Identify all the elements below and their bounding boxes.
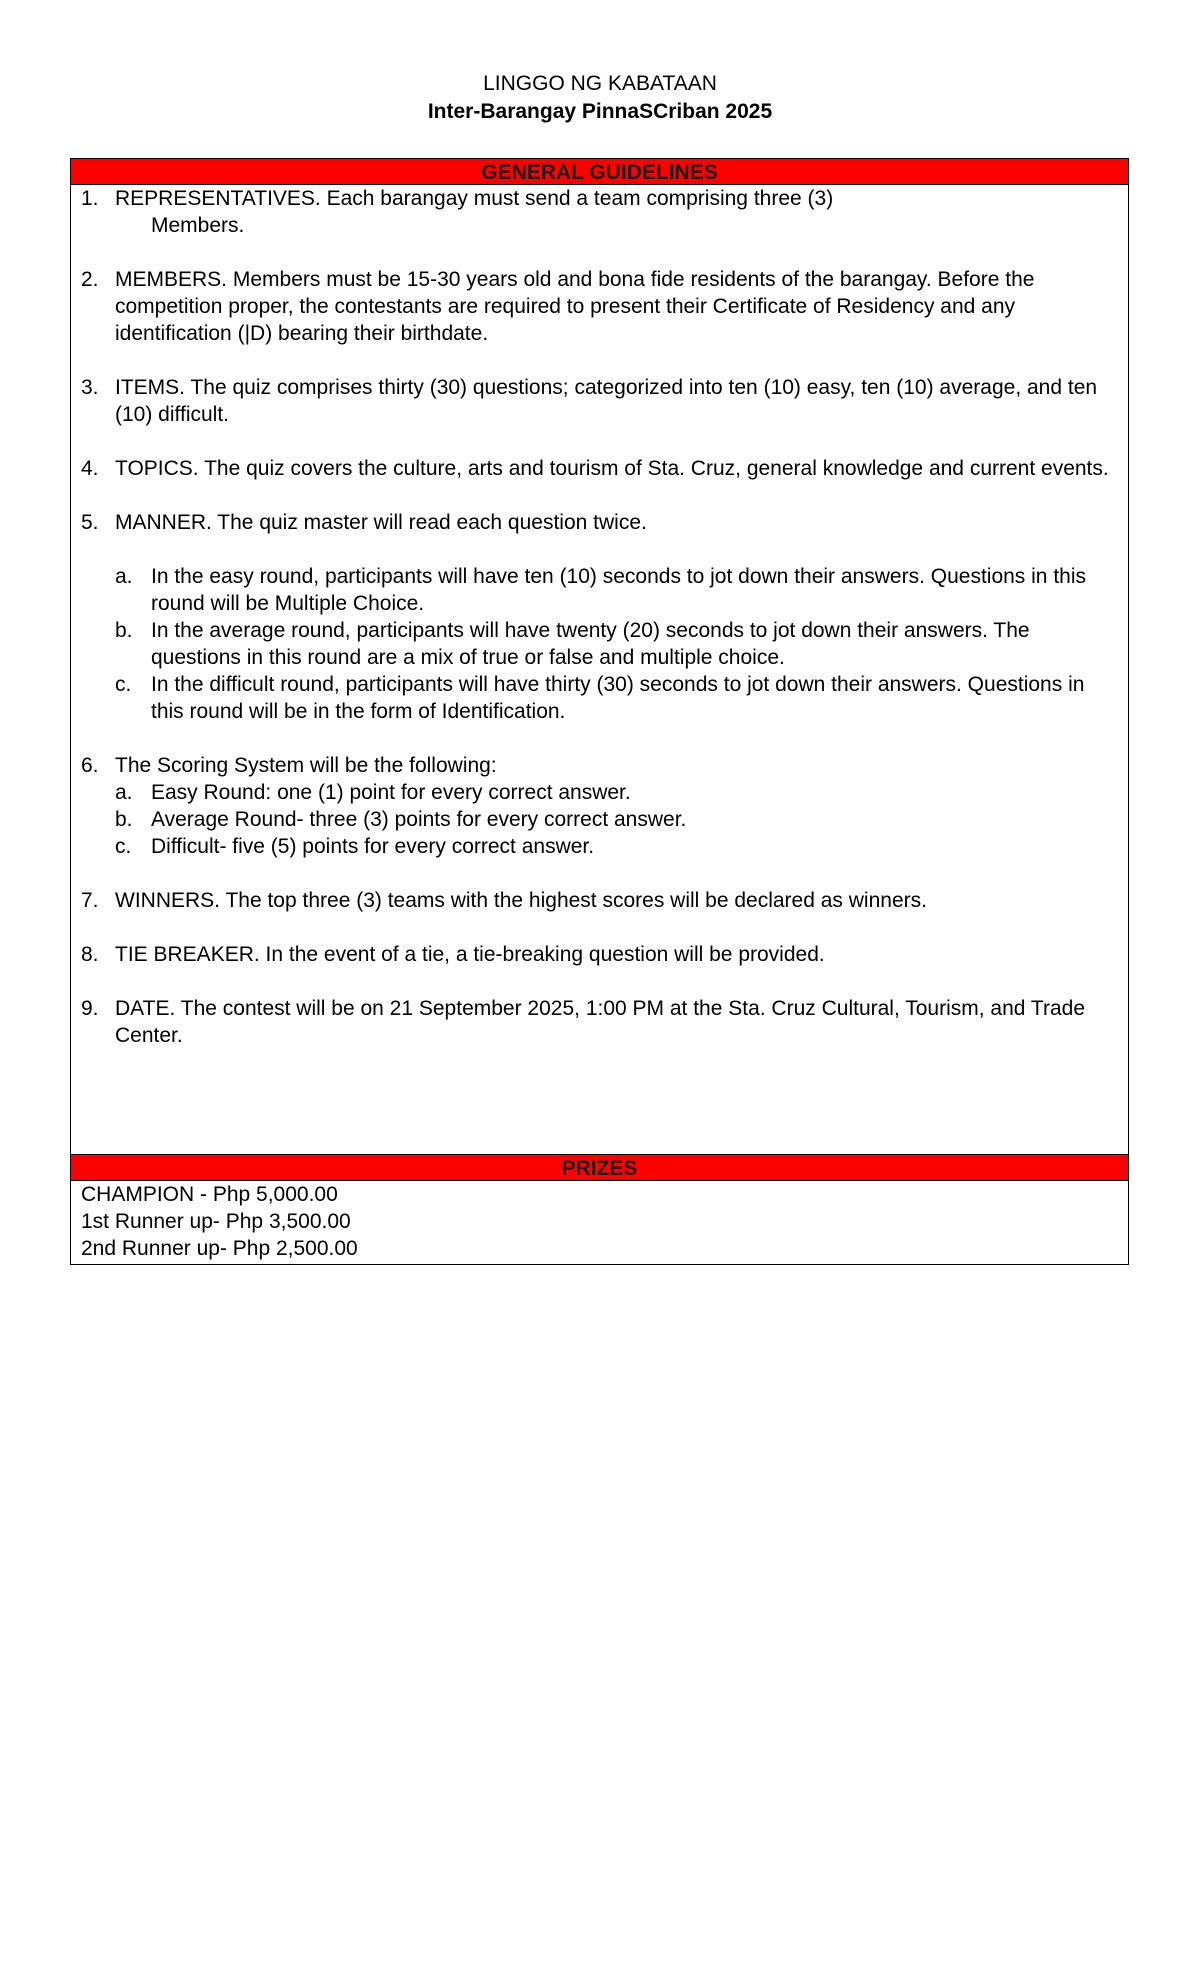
- prize-item: 1st Runner up- Php 3,500.00: [81, 1210, 351, 1233]
- guideline-item: [81, 995, 1120, 1049]
- guideline-item: [81, 185, 1120, 239]
- guideline-item: [81, 455, 1120, 482]
- sub-letter: a.: [115, 565, 133, 588]
- sub-letter: b.: [115, 808, 133, 831]
- prizes-list: [71, 1181, 1128, 1264]
- sub-letter: a.: [115, 781, 133, 804]
- item-number: 9.: [81, 997, 99, 1020]
- item-text: WINNERS. The top three (3) teams with the highest scores will be declared as winners.: [115, 889, 927, 912]
- guideline-item: [81, 752, 1120, 860]
- sub-item: [115, 563, 1120, 617]
- sub-text: Easy Round: one (1) point for every correct answer.: [151, 781, 631, 804]
- item-text: MANNER. The quiz master will read each question twice.: [115, 511, 647, 534]
- prizes-heading: PRIZES: [71, 1155, 1128, 1181]
- item-text: The Scoring System will be the following:: [115, 754, 497, 777]
- sub-text: In the easy round, participants will have ten (10) seconds to jot down their answers. Questions in this round will be Multiple Choice.: [151, 565, 1086, 615]
- general-guidelines-heading: GENERAL GUIDELINES: [71, 159, 1128, 185]
- item-number: 2.: [81, 268, 99, 291]
- sub-text: Difficult- five (5) points for every correct answer.: [151, 835, 595, 858]
- guideline-item: [81, 509, 1120, 725]
- item-text: MEMBERS. Members must be 15-30 years old and bona fide residents of the barangay. Before the competition proper, the contestants are required to present their Certificate of Residency and any identification (|D) bearing their birthdate.: [115, 268, 1035, 345]
- sub-letter: c.: [115, 835, 132, 858]
- guidelines-table: [70, 158, 1129, 1265]
- sub-item: [115, 806, 1120, 833]
- sub-list: [115, 563, 1120, 725]
- prize-item: 2nd Runner up- Php 2,500.00: [81, 1237, 358, 1260]
- sub-item: [115, 833, 1120, 860]
- guideline-item: [81, 941, 1120, 968]
- item-text: DATE. The contest will be on 21 September 2025, 1:00 PM at the Sta. Cruz Cultural, Tourism, and Trade Center.: [115, 997, 1085, 1047]
- item-number: 6.: [81, 754, 99, 777]
- guidelines-list: [71, 185, 1128, 1155]
- item-text: TOPICS. The quiz covers the culture, arts and tourism of Sta. Cruz, general knowledge and current events.: [115, 457, 1109, 480]
- item-number: 5.: [81, 511, 99, 534]
- item-number: 8.: [81, 943, 99, 966]
- sub-list: [115, 779, 1120, 860]
- item-number: 1.: [81, 187, 99, 210]
- document-subtitle: Inter-Barangay PinnaSCriban 2025: [427, 100, 773, 123]
- item-number: 7.: [81, 889, 99, 912]
- guideline-item: [81, 374, 1120, 428]
- item-number: 3.: [81, 376, 99, 399]
- sub-letter: c.: [115, 673, 132, 696]
- item-continuation: Members.: [151, 214, 245, 237]
- guideline-item: [81, 266, 1120, 347]
- sub-item: [115, 617, 1120, 671]
- sub-text: In the difficult round, participants will have thirty (30) seconds to jot down their answers. Questions in this round will be in the form of Identification.: [151, 673, 1085, 723]
- document-title: LINGGO NG KABATAAN: [483, 72, 717, 95]
- sub-item: [115, 779, 1120, 806]
- sub-text: Average Round- three (3) points for every correct answer.: [151, 808, 687, 831]
- sub-item: [115, 671, 1120, 725]
- item-text: REPRESENTATIVES. Each barangay must send a team comprising three (3): [115, 187, 834, 210]
- item-text: TIE BREAKER. In the event of a tie, a tie-breaking question will be provided.: [115, 943, 825, 966]
- document-header: [0, 70, 1200, 126]
- sub-letter: b.: [115, 619, 133, 642]
- item-text: ITEMS. The quiz comprises thirty (30) questions; categorized into ten (10) easy, ten (10) average, and ten (10) difficult.: [115, 376, 1098, 426]
- prize-item: CHAMPION - Php 5,000.00: [81, 1183, 338, 1206]
- item-number: 4.: [81, 457, 99, 480]
- guideline-item: [81, 887, 1120, 914]
- sub-text: In the average round, participants will have twenty (20) seconds to jot down their answers. The questions in this round are a mix of true or false and multiple choice.: [151, 619, 1030, 669]
